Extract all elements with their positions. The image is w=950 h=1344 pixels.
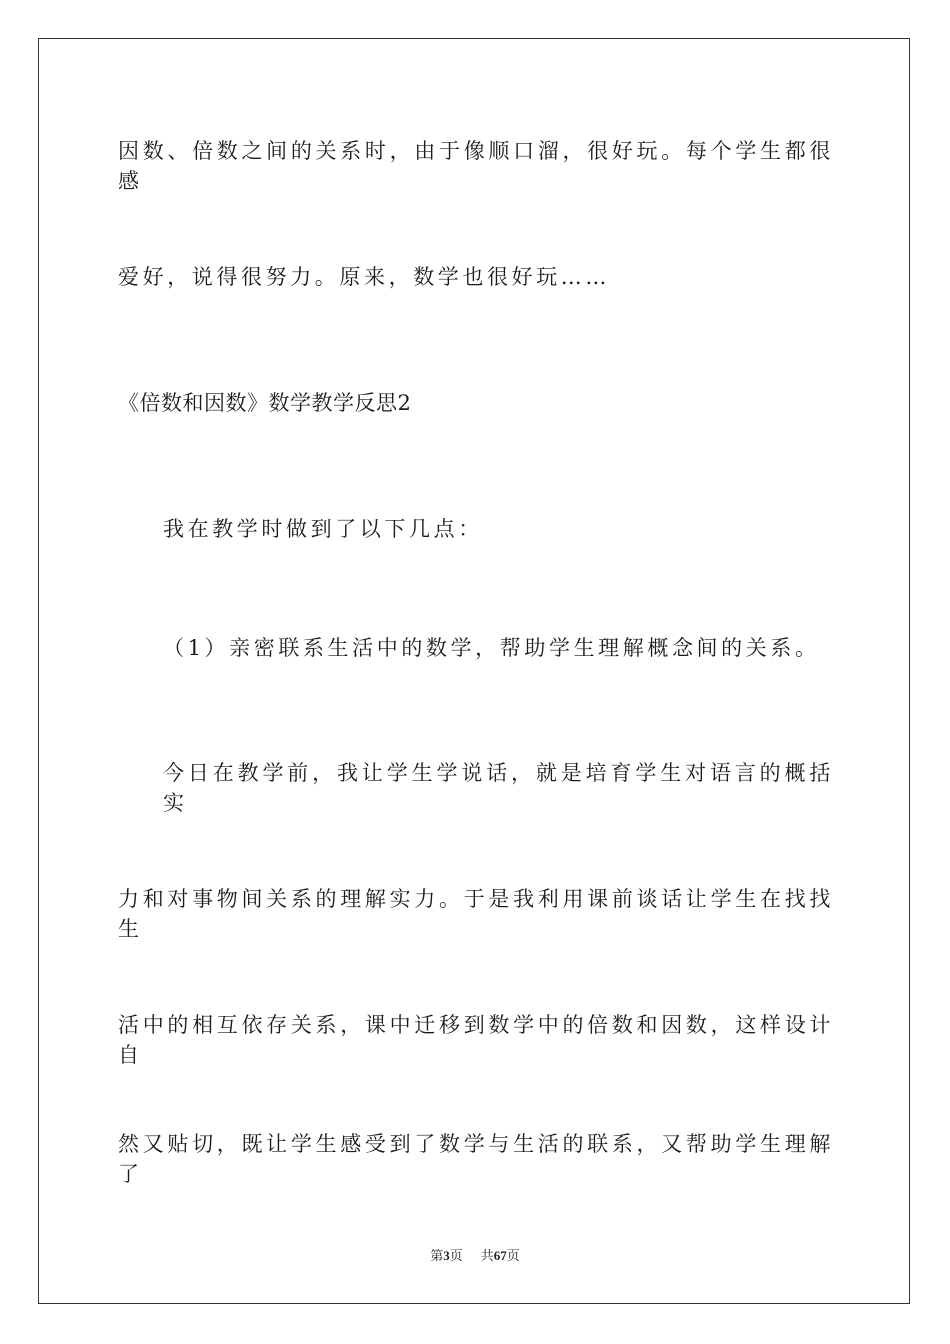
page-border (38, 38, 910, 1304)
text-line: 今日在教学前，我让学生学说话，就是培育学生对语言的概括实 (163, 761, 834, 815)
text-line: 因数、倍数之间的关系时，由于像顺口溜，很好玩。每个学生都很感 (118, 139, 834, 193)
list-item: （1）亲密联系生活中的数学，帮助学生理解概念间的关系。 (163, 636, 820, 660)
total-suffix: 页 (506, 1248, 520, 1263)
total-prefix: 共 (480, 1248, 494, 1263)
total-pages: 67 (493, 1248, 507, 1263)
page-footer (0, 1247, 950, 1265)
text-line: 力和对事物间关系的理解实力。于是我利用课前谈话让学生在找找生 (118, 887, 834, 941)
text-line: 我在教学时做到了以下几点： (163, 517, 483, 541)
page-number: 3 (443, 1248, 450, 1263)
text-line: 活中的相互依存关系，课中迁移到数学中的倍数和因数，这样设计自 (118, 1013, 834, 1067)
page-suffix: 页 (449, 1248, 463, 1263)
text-line: 爱好，说得很努力。原来，数学也很好玩…… (118, 265, 610, 289)
text-line: 然又贴切，既让学生感受到了数学与生活的联系，又帮助学生理解了 (118, 1132, 834, 1186)
section-heading: 《倍数和因数》数学教学反思2 (118, 391, 412, 415)
page-prefix: 第 (430, 1248, 444, 1263)
